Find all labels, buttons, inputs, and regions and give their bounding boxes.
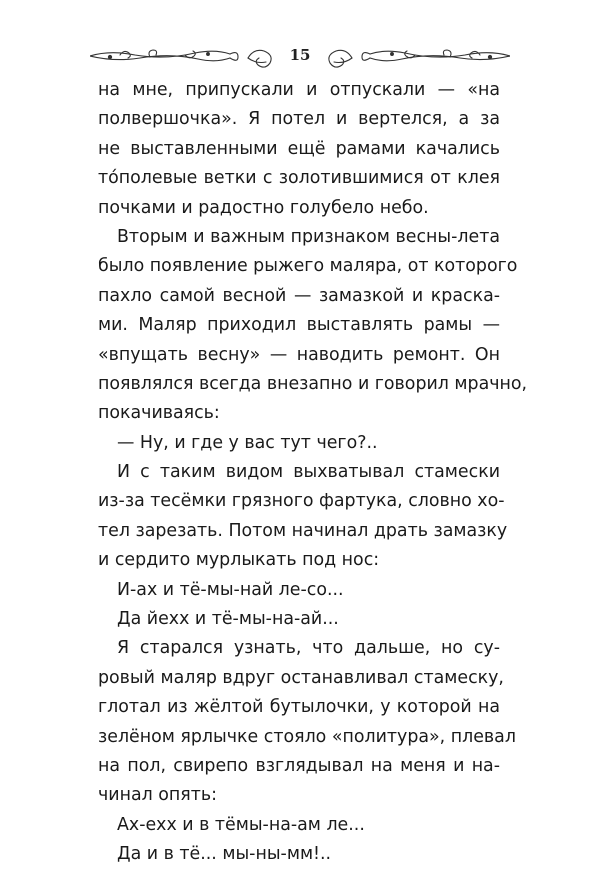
text-line: тел зарезать. Потом начинал драть замазку xyxy=(98,520,508,541)
song-line: Да и в тё... мы-ны-мм!.. xyxy=(117,844,332,865)
paragraph-start-line: Я старался узнать, что дальше, но су- xyxy=(117,638,500,659)
text-line: из-за тесёмки грязного фартука, словно хо- xyxy=(98,491,505,512)
text-line: чинал опять: xyxy=(98,785,217,806)
text-line: ровый маляр вдруг останавливал стамеску, xyxy=(98,667,504,688)
text-line: пахло самой весной — замазкой и краска- xyxy=(98,285,500,306)
paragraph-start-line: И с таким видом выхватывал стамески xyxy=(117,462,500,483)
text-line: полвершочка». Я потел и вертелся, а за xyxy=(98,109,500,130)
song-line: Ах-ехх и в тёмы-на-ам ле... xyxy=(117,814,365,835)
text-line: почками и радостно голубело небо. xyxy=(98,197,429,218)
text-line: ми. Маляр приходил выставлять рамы — xyxy=(98,315,500,336)
page-header xyxy=(90,42,510,72)
dialogue-line: — Ну, и где у вас тут чего?.. xyxy=(117,432,378,453)
paragraph-start-line: Вторым и важным признаком весны-лета xyxy=(117,226,500,247)
text-line: на пол, свирепо взглядывал на меня и на- xyxy=(98,755,500,776)
text-line: зелёном ярлычке стояло «политура», плевал xyxy=(98,726,516,747)
text-line: покачиваясь: xyxy=(98,403,220,424)
text-line: на мне, припускали и отпускали — «на xyxy=(98,80,500,100)
page-number: 15 xyxy=(289,46,311,64)
song-line: И-ах и тё-мы-най ле-со... xyxy=(117,579,344,600)
text-line: «впущать весну» — наводить ремонт. Он xyxy=(98,344,500,365)
text-line: не выставленными ещё рамами качались xyxy=(98,138,500,159)
body-text xyxy=(98,76,528,870)
text-line: глотал из жёлтой бутылочки, у которой на xyxy=(98,697,500,718)
text-line: было появление рыжего маляра, от которого xyxy=(98,256,518,277)
text-line: то́полевые ветки с золотившимися от клея xyxy=(98,168,500,189)
text-line: появлялся всегда внезапно и говорил мрачно, xyxy=(98,373,528,394)
text-line: и сердито мурлыкать под нос: xyxy=(98,550,380,571)
song-line: Да йехх и тё-мы-на-ай... xyxy=(117,609,339,630)
